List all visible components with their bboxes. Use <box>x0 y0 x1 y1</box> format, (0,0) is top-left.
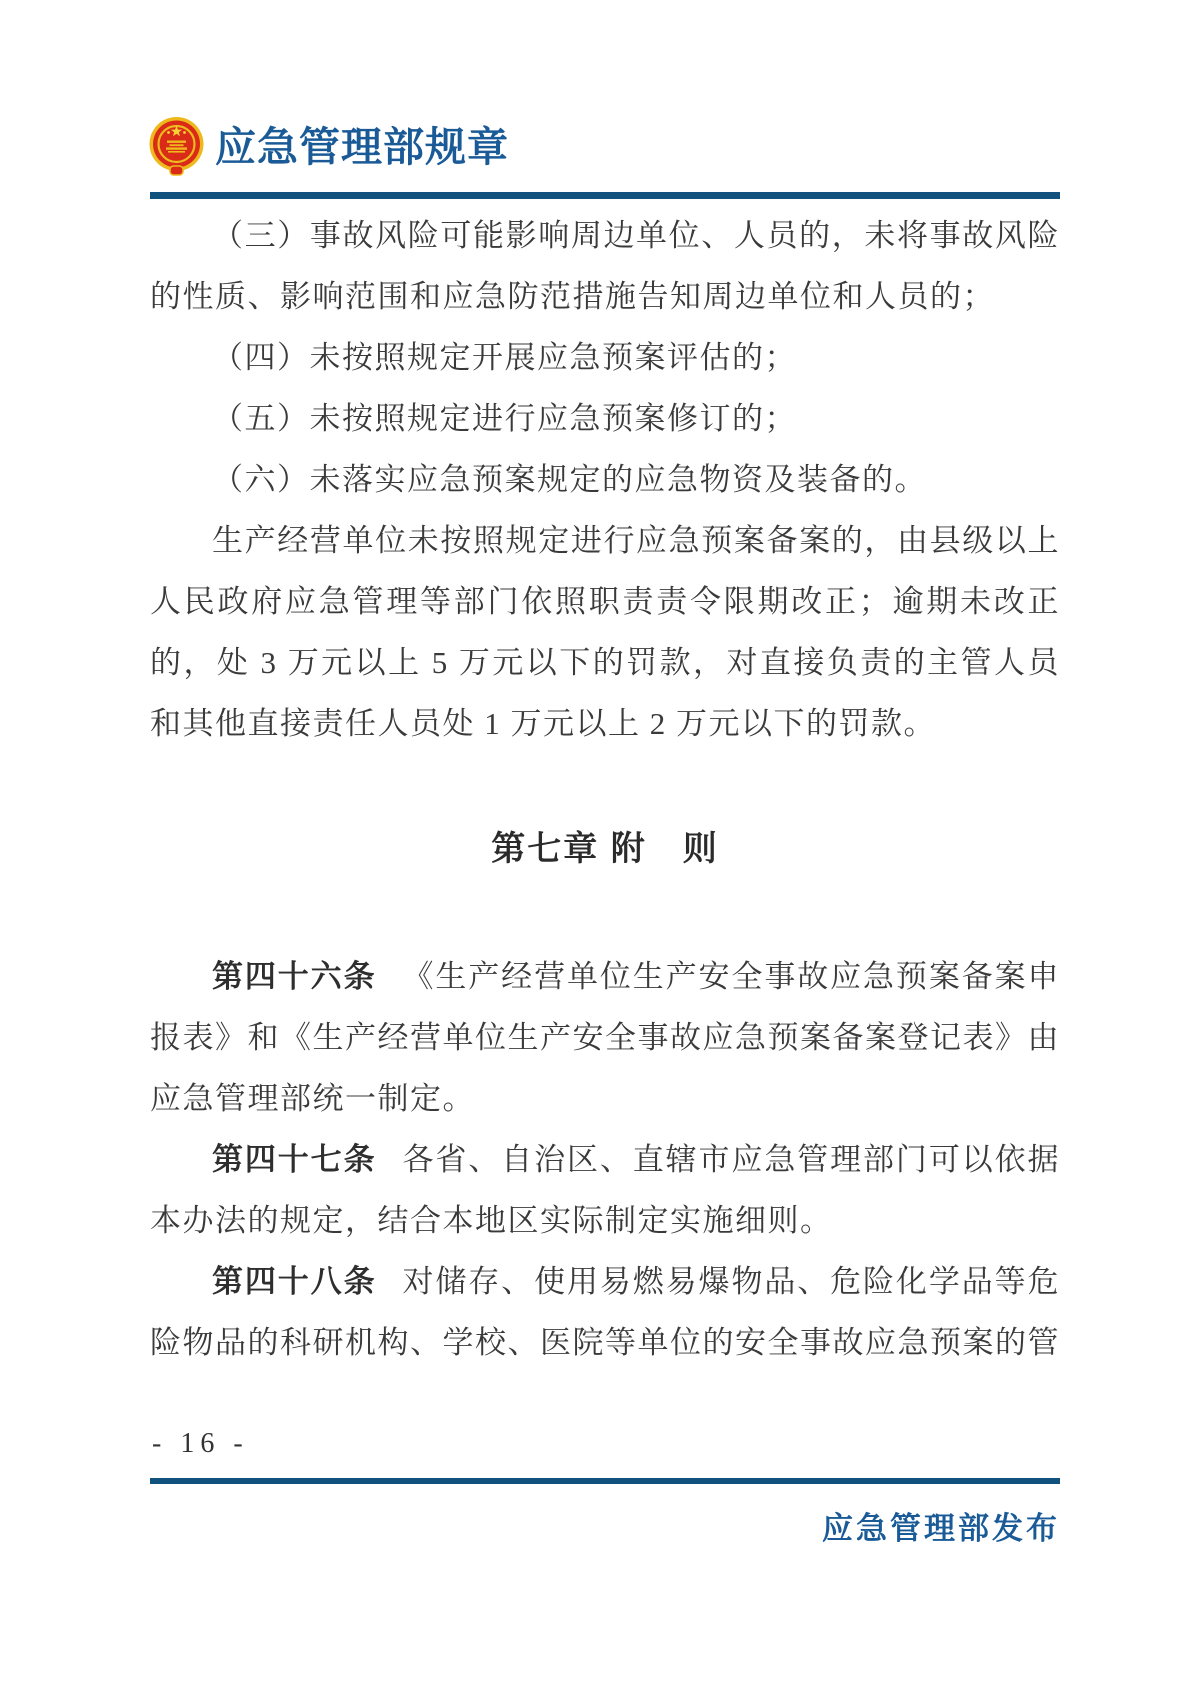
clause-item: （四）未按照规定开展应急预案评估的； <box>212 340 797 375</box>
national-emblem-icon <box>148 115 205 177</box>
clause-item: （三）事故风险可能影响周边单位、人员的，未将事故风险的性质、影响范围和应急防范措施告知周边单位和人员的； <box>150 218 1060 314</box>
page-number: - 16 - <box>152 1428 249 1459</box>
article-number: 第四十七条 <box>212 1142 377 1177</box>
clause-item: （六）未落实应急预案规定的应急物资及装备的。 <box>212 462 927 497</box>
article-text: 各省、自治区、直辖市应急管理部门可以依据本办法的规定，结合本地区实际制定实施细则。 <box>150 1142 1061 1238</box>
penalty-paragraph: 生产经营单位未按照规定进行应急预案备案的，由县级以上人民政府应急管理等部门依照职责责令限期改正；逾期未改正的，处 3 万元以上 5 万元以下的罚款，对直接负责的主管人员和其他直接责任人员处 1 万元以上 2 万元以下的罚款。 <box>150 523 1060 741</box>
footer-divider <box>150 1478 1060 1484</box>
article-paragraph <box>150 1251 1060 1373</box>
article-paragraph <box>150 946 1060 1129</box>
chapter-heading: 第七章 附 则 <box>491 830 719 868</box>
article-text: 《生产经营单位生产安全事故应急预案备案申报表》和《生产经营单位生产安全事故应急预案备案登记表》由应急管理部统一制定。 <box>150 959 1061 1116</box>
publisher-label: 应急管理部发布 <box>822 1511 1060 1546</box>
article-number: 第四十八条 <box>212 1264 377 1299</box>
article-text: 对储存、使用易燃易爆物品、危险化学品等危险物品的科研机构、学校、医院等单位的安全事故应急预案的管 <box>150 1264 1061 1360</box>
article-number: 第四十六条 <box>212 959 377 994</box>
page-header <box>148 112 1060 180</box>
article-paragraph <box>150 1129 1060 1251</box>
header-divider <box>150 192 1060 199</box>
document-body <box>150 205 1060 1373</box>
page-title: 应急管理部规章 <box>215 123 509 170</box>
clause-item: （五）未按照规定进行应急预案修订的； <box>212 401 797 436</box>
